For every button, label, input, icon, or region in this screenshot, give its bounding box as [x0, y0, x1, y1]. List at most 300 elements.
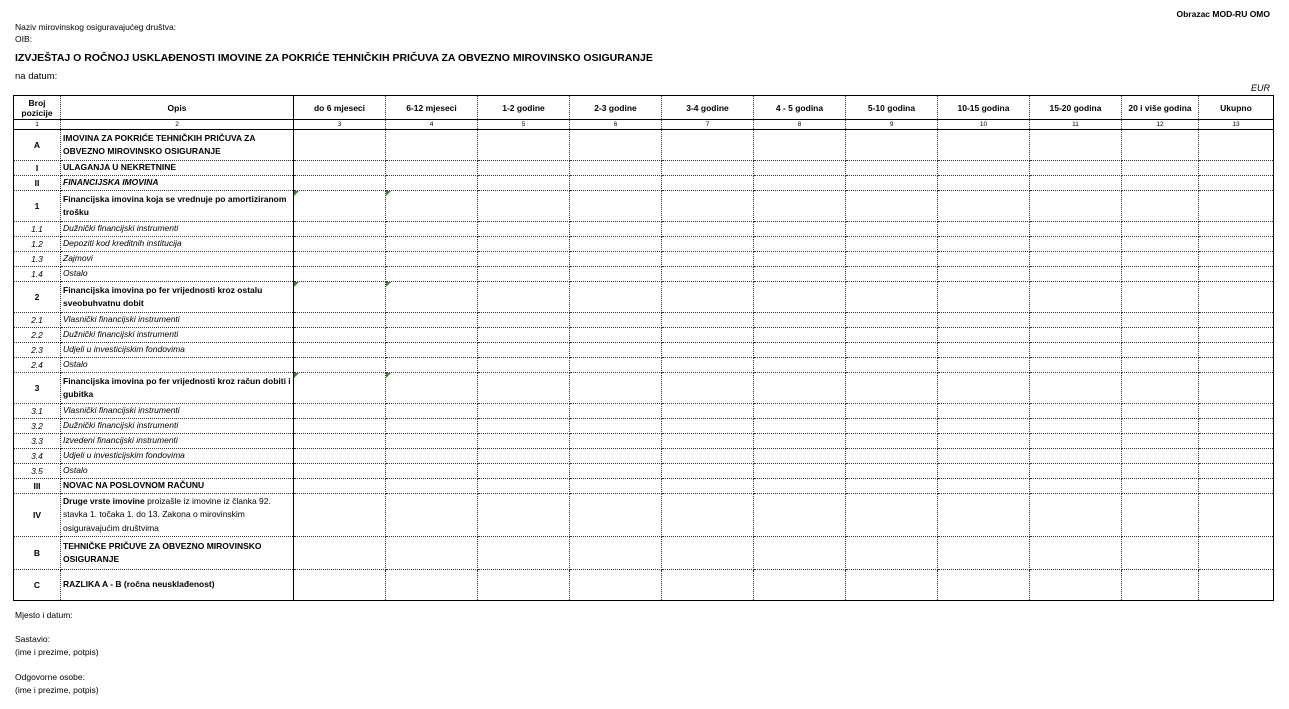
comment-marker-icon: [294, 282, 299, 287]
value-cell[interactable]: [1122, 222, 1199, 237]
value-cell[interactable]: [1122, 464, 1199, 479]
value-cell[interactable]: [1030, 373, 1122, 404]
value-cell[interactable]: [386, 191, 478, 222]
value-cell[interactable]: [1199, 373, 1274, 404]
value-cell[interactable]: [754, 479, 846, 494]
value-cell[interactable]: [938, 222, 1030, 237]
value-cell[interactable]: [1122, 161, 1199, 176]
value-cell[interactable]: [1199, 313, 1274, 328]
value-cell[interactable]: [754, 449, 846, 464]
value-cell[interactable]: [754, 282, 846, 313]
value-cell[interactable]: [662, 343, 754, 358]
value-cell[interactable]: [294, 434, 386, 449]
column-number-9: 9: [846, 120, 938, 130]
value-cell[interactable]: [1122, 267, 1199, 282]
value-cell[interactable]: [938, 464, 1030, 479]
value-cell[interactable]: [754, 419, 846, 434]
value-cell[interactable]: [1030, 282, 1122, 313]
value-cell[interactable]: [938, 252, 1030, 267]
table-row: [14, 130, 1274, 161]
value-cell[interactable]: [662, 570, 754, 601]
value-cell[interactable]: [478, 404, 570, 419]
value-cell[interactable]: [1122, 191, 1199, 222]
value-cell[interactable]: [478, 267, 570, 282]
value-cell[interactable]: [386, 373, 478, 404]
value-cell[interactable]: [386, 464, 478, 479]
value-cell[interactable]: [478, 570, 570, 601]
value-cell[interactable]: [662, 282, 754, 313]
column-number-13: 13: [1199, 120, 1274, 130]
value-cell[interactable]: [1122, 479, 1199, 494]
value-cell[interactable]: [478, 479, 570, 494]
value-cell[interactable]: [570, 282, 662, 313]
value-cell[interactable]: [754, 191, 846, 222]
value-cell[interactable]: [570, 464, 662, 479]
value-cell[interactable]: [846, 570, 938, 601]
table-row: [14, 328, 1274, 343]
value-cell[interactable]: [846, 404, 938, 419]
column-number-row: [14, 120, 1274, 130]
value-cell[interactable]: [846, 237, 938, 252]
value-cell[interactable]: [938, 282, 1030, 313]
description-cell: Dužnički financijski instrumenti: [61, 222, 294, 237]
value-cell[interactable]: [1199, 358, 1274, 373]
value-cell[interactable]: [1199, 434, 1274, 449]
value-cell[interactable]: [294, 373, 386, 404]
value-cell[interactable]: [1199, 570, 1274, 601]
column-header-11: 15-20 godina: [1030, 96, 1122, 120]
value-cell[interactable]: [294, 419, 386, 434]
value-cell[interactable]: [1199, 191, 1274, 222]
table-row: [14, 373, 1274, 404]
value-cell[interactable]: [1030, 343, 1122, 358]
value-cell[interactable]: [478, 176, 570, 191]
value-cell[interactable]: [386, 222, 478, 237]
value-cell[interactable]: [478, 130, 570, 161]
position-cell: 1.4: [14, 267, 61, 282]
column-number-10: 10: [938, 120, 1030, 130]
value-cell[interactable]: [570, 343, 662, 358]
value-cell[interactable]: [1199, 161, 1274, 176]
value-cell[interactable]: [386, 328, 478, 343]
value-cell[interactable]: [1122, 282, 1199, 313]
value-cell[interactable]: [754, 328, 846, 343]
value-cell[interactable]: [1122, 313, 1199, 328]
table-row: [14, 222, 1274, 237]
value-cell[interactable]: [478, 464, 570, 479]
value-cell[interactable]: [386, 570, 478, 601]
value-cell[interactable]: [478, 494, 570, 537]
value-cell[interactable]: [386, 419, 478, 434]
value-cell[interactable]: [1199, 449, 1274, 464]
value-cell[interactable]: [478, 222, 570, 237]
comment-marker-icon: [294, 373, 299, 378]
value-cell[interactable]: [754, 373, 846, 404]
value-cell[interactable]: [754, 404, 846, 419]
value-cell[interactable]: [662, 313, 754, 328]
value-cell[interactable]: [386, 434, 478, 449]
value-cell[interactable]: [386, 176, 478, 191]
value-cell[interactable]: [1030, 479, 1122, 494]
value-cell[interactable]: [294, 191, 386, 222]
value-cell[interactable]: [1030, 419, 1122, 434]
table-row: [14, 161, 1274, 176]
value-cell[interactable]: [294, 222, 386, 237]
value-cell[interactable]: [294, 313, 386, 328]
value-cell[interactable]: [386, 343, 478, 358]
value-cell[interactable]: [386, 313, 478, 328]
value-cell[interactable]: [938, 161, 1030, 176]
value-cell[interactable]: [846, 419, 938, 434]
company-name-label: Naziv mirovinskog osiguravajućeg društva:: [15, 22, 177, 32]
value-cell[interactable]: [662, 479, 754, 494]
value-cell[interactable]: [662, 222, 754, 237]
value-cell[interactable]: [570, 252, 662, 267]
value-cell[interactable]: [1030, 464, 1122, 479]
value-cell[interactable]: [846, 176, 938, 191]
value-cell[interactable]: [1199, 343, 1274, 358]
value-cell[interactable]: [1030, 176, 1122, 191]
value-cell[interactable]: [754, 570, 846, 601]
value-cell[interactable]: [478, 537, 570, 570]
value-cell[interactable]: [754, 222, 846, 237]
value-cell[interactable]: [294, 358, 386, 373]
value-cell[interactable]: [294, 282, 386, 313]
value-cell[interactable]: [1030, 494, 1122, 537]
value-cell[interactable]: [478, 161, 570, 176]
position-cell: 1: [14, 191, 61, 222]
value-cell[interactable]: [1030, 161, 1122, 176]
value-cell[interactable]: [1030, 313, 1122, 328]
value-cell[interactable]: [1122, 373, 1199, 404]
value-cell[interactable]: [938, 419, 1030, 434]
value-cell[interactable]: [294, 343, 386, 358]
value-cell[interactable]: [938, 130, 1030, 161]
value-cell[interactable]: [294, 252, 386, 267]
value-cell[interactable]: [938, 404, 1030, 419]
description-rest: proizašle iz imovine iz članka 92. stavka 1. točaka 1. do 13. Zakona o mirovinskim osiguravajućim društvima: [63, 495, 271, 533]
description-cell: Zajmovi: [61, 252, 294, 267]
value-cell[interactable]: [846, 252, 938, 267]
value-cell[interactable]: [662, 494, 754, 537]
value-cell[interactable]: [1122, 419, 1199, 434]
value-cell[interactable]: [478, 313, 570, 328]
value-cell[interactable]: [846, 449, 938, 464]
value-cell[interactable]: [386, 237, 478, 252]
value-cell[interactable]: [570, 237, 662, 252]
value-cell[interactable]: [754, 494, 846, 537]
value-cell[interactable]: [386, 479, 478, 494]
value-cell[interactable]: [478, 449, 570, 464]
value-cell[interactable]: [1199, 252, 1274, 267]
column-header-3: do 6 mjeseci: [294, 96, 386, 120]
value-cell[interactable]: [754, 464, 846, 479]
value-cell[interactable]: [478, 419, 570, 434]
value-cell[interactable]: [754, 267, 846, 282]
value-cell[interactable]: [938, 570, 1030, 601]
value-cell[interactable]: [294, 449, 386, 464]
value-cell[interactable]: [294, 494, 386, 537]
value-cell[interactable]: [1122, 449, 1199, 464]
table-row: [14, 479, 1274, 494]
value-cell[interactable]: [662, 176, 754, 191]
value-cell[interactable]: [754, 313, 846, 328]
value-cell[interactable]: [938, 537, 1030, 570]
table-row: [14, 537, 1274, 570]
value-cell[interactable]: [1030, 449, 1122, 464]
value-cell[interactable]: [846, 343, 938, 358]
value-cell[interactable]: [754, 358, 846, 373]
position-cell: 2.4: [14, 358, 61, 373]
value-cell[interactable]: [1122, 434, 1199, 449]
value-cell[interactable]: [386, 267, 478, 282]
table-row: [14, 494, 1274, 537]
value-cell[interactable]: [754, 434, 846, 449]
value-cell[interactable]: [1030, 358, 1122, 373]
value-cell[interactable]: [938, 358, 1030, 373]
value-cell[interactable]: [570, 479, 662, 494]
value-cell[interactable]: [478, 328, 570, 343]
value-cell[interactable]: [294, 479, 386, 494]
value-cell[interactable]: [846, 328, 938, 343]
value-cell[interactable]: [1199, 130, 1274, 161]
value-cell[interactable]: [938, 373, 1030, 404]
value-cell[interactable]: [570, 449, 662, 464]
value-cell[interactable]: [1030, 237, 1122, 252]
value-cell[interactable]: [478, 434, 570, 449]
value-cell[interactable]: [1122, 343, 1199, 358]
comment-marker-icon: [386, 282, 391, 287]
position-cell: 2.1: [14, 313, 61, 328]
value-cell[interactable]: [1030, 328, 1122, 343]
value-cell[interactable]: [570, 373, 662, 404]
value-cell[interactable]: [1199, 222, 1274, 237]
value-cell[interactable]: [662, 537, 754, 570]
value-cell[interactable]: [570, 434, 662, 449]
value-cell[interactable]: [570, 161, 662, 176]
value-cell[interactable]: [570, 130, 662, 161]
value-cell[interactable]: [386, 161, 478, 176]
value-cell[interactable]: [662, 237, 754, 252]
value-cell[interactable]: [570, 570, 662, 601]
value-cell[interactable]: [1122, 494, 1199, 537]
value-cell[interactable]: [846, 358, 938, 373]
value-cell[interactable]: [846, 282, 938, 313]
compiled-label: Sastavio:: [15, 634, 50, 644]
value-cell[interactable]: [846, 191, 938, 222]
value-cell[interactable]: [846, 464, 938, 479]
value-cell[interactable]: [662, 161, 754, 176]
value-cell[interactable]: [1030, 252, 1122, 267]
value-cell[interactable]: [570, 494, 662, 537]
description-cell: Udjeli u investicijskim fondovima: [61, 343, 294, 358]
value-cell[interactable]: [1199, 419, 1274, 434]
value-cell[interactable]: [1199, 176, 1274, 191]
value-cell[interactable]: [294, 404, 386, 419]
value-cell[interactable]: [570, 537, 662, 570]
value-cell[interactable]: [938, 479, 1030, 494]
value-cell[interactable]: [386, 252, 478, 267]
value-cell[interactable]: [294, 328, 386, 343]
value-cell[interactable]: [570, 419, 662, 434]
value-cell[interactable]: [1122, 570, 1199, 601]
value-cell[interactable]: [1030, 222, 1122, 237]
value-cell[interactable]: [938, 494, 1030, 537]
value-cell[interactable]: [570, 328, 662, 343]
value-cell[interactable]: [1122, 358, 1199, 373]
table-row: [14, 358, 1274, 373]
column-header-5: 1-2 godine: [478, 96, 570, 120]
value-cell[interactable]: [938, 343, 1030, 358]
value-cell[interactable]: [938, 237, 1030, 252]
value-cell[interactable]: [386, 358, 478, 373]
value-cell[interactable]: [1199, 328, 1274, 343]
value-cell[interactable]: [570, 313, 662, 328]
position-cell: IV: [14, 494, 61, 537]
value-cell[interactable]: [1199, 464, 1274, 479]
value-cell[interactable]: [938, 434, 1030, 449]
value-cell[interactable]: [846, 222, 938, 237]
value-cell[interactable]: [1030, 570, 1122, 601]
value-cell[interactable]: [294, 161, 386, 176]
value-cell[interactable]: [662, 328, 754, 343]
value-cell[interactable]: [662, 404, 754, 419]
value-cell[interactable]: [478, 282, 570, 313]
value-cell[interactable]: [938, 191, 1030, 222]
column-number-12: 12: [1122, 120, 1199, 130]
value-cell[interactable]: [846, 267, 938, 282]
value-cell[interactable]: [570, 358, 662, 373]
column-number-3: 3: [294, 120, 386, 130]
value-cell[interactable]: [846, 161, 938, 176]
value-cell[interactable]: [1122, 328, 1199, 343]
value-cell[interactable]: [846, 130, 938, 161]
value-cell[interactable]: [570, 176, 662, 191]
value-cell[interactable]: [478, 237, 570, 252]
position-cell: III: [14, 479, 61, 494]
position-cell: 1.1: [14, 222, 61, 237]
value-cell[interactable]: [1199, 404, 1274, 419]
value-cell[interactable]: [294, 130, 386, 161]
value-cell[interactable]: [846, 373, 938, 404]
value-cell[interactable]: [570, 404, 662, 419]
value-cell[interactable]: [1030, 130, 1122, 161]
value-cell[interactable]: [294, 237, 386, 252]
header-row: [14, 96, 1274, 120]
value-cell[interactable]: [1122, 537, 1199, 570]
oib-label: OIB:: [15, 34, 33, 44]
value-cell[interactable]: [386, 404, 478, 419]
value-cell[interactable]: [938, 267, 1030, 282]
value-cell[interactable]: [1199, 494, 1274, 537]
value-cell[interactable]: [846, 479, 938, 494]
value-cell[interactable]: [1199, 237, 1274, 252]
value-cell[interactable]: [478, 358, 570, 373]
value-cell[interactable]: [754, 237, 846, 252]
value-cell[interactable]: [754, 537, 846, 570]
column-number-5: 5: [478, 120, 570, 130]
value-cell[interactable]: [294, 176, 386, 191]
value-cell[interactable]: [1122, 130, 1199, 161]
value-cell[interactable]: [938, 176, 1030, 191]
value-cell[interactable]: [1122, 252, 1199, 267]
value-cell[interactable]: [294, 570, 386, 601]
value-cell[interactable]: [1030, 537, 1122, 570]
value-cell[interactable]: [1199, 479, 1274, 494]
value-cell[interactable]: [846, 434, 938, 449]
value-cell[interactable]: [478, 373, 570, 404]
value-cell[interactable]: [570, 222, 662, 237]
value-cell[interactable]: [754, 343, 846, 358]
value-cell[interactable]: [1122, 176, 1199, 191]
value-cell[interactable]: [662, 191, 754, 222]
column-number-7: 7: [662, 120, 754, 130]
value-cell[interactable]: [294, 464, 386, 479]
value-cell[interactable]: [662, 449, 754, 464]
value-cell[interactable]: [662, 358, 754, 373]
value-cell[interactable]: [1199, 282, 1274, 313]
value-cell[interactable]: [754, 130, 846, 161]
value-cell[interactable]: [662, 267, 754, 282]
value-cell[interactable]: [662, 419, 754, 434]
column-header-2: Opis: [61, 96, 294, 120]
value-cell[interactable]: [938, 313, 1030, 328]
value-cell[interactable]: [938, 328, 1030, 343]
value-cell[interactable]: [386, 130, 478, 161]
description-cell: Financijska imovina koja se vrednuje po amortiziranom trošku: [61, 191, 294, 222]
value-cell[interactable]: [662, 373, 754, 404]
responsible-label: Odgovorne osobe:: [15, 672, 85, 682]
table-row: [14, 434, 1274, 449]
value-cell[interactable]: [846, 537, 938, 570]
value-cell[interactable]: [478, 343, 570, 358]
value-cell[interactable]: [570, 267, 662, 282]
value-cell[interactable]: [846, 313, 938, 328]
value-cell[interactable]: [1030, 404, 1122, 419]
value-cell[interactable]: [570, 191, 662, 222]
value-cell[interactable]: [478, 191, 570, 222]
value-cell[interactable]: [386, 537, 478, 570]
value-cell[interactable]: [386, 282, 478, 313]
description-bold: Druge vrste imovine: [63, 495, 145, 506]
place-date-label: Mjesto i datum:: [15, 610, 73, 620]
value-cell[interactable]: [386, 494, 478, 537]
value-cell[interactable]: [1030, 191, 1122, 222]
value-cell[interactable]: [294, 537, 386, 570]
table-row: [14, 449, 1274, 464]
value-cell[interactable]: [1030, 434, 1122, 449]
value-cell[interactable]: [662, 130, 754, 161]
value-cell[interactable]: [1199, 537, 1274, 570]
value-cell[interactable]: [1122, 237, 1199, 252]
value-cell[interactable]: [754, 252, 846, 267]
value-cell[interactable]: [938, 449, 1030, 464]
value-cell[interactable]: [1199, 267, 1274, 282]
value-cell[interactable]: [846, 494, 938, 537]
value-cell[interactable]: [294, 267, 386, 282]
value-cell[interactable]: [662, 434, 754, 449]
value-cell[interactable]: [478, 252, 570, 267]
value-cell[interactable]: [386, 449, 478, 464]
value-cell[interactable]: [1122, 404, 1199, 419]
value-cell[interactable]: [662, 252, 754, 267]
value-cell[interactable]: [754, 176, 846, 191]
value-cell[interactable]: [754, 161, 846, 176]
column-header-1: Broj pozicije: [14, 96, 61, 120]
comment-marker-icon: [294, 191, 299, 196]
value-cell[interactable]: [1030, 267, 1122, 282]
value-cell[interactable]: [662, 464, 754, 479]
